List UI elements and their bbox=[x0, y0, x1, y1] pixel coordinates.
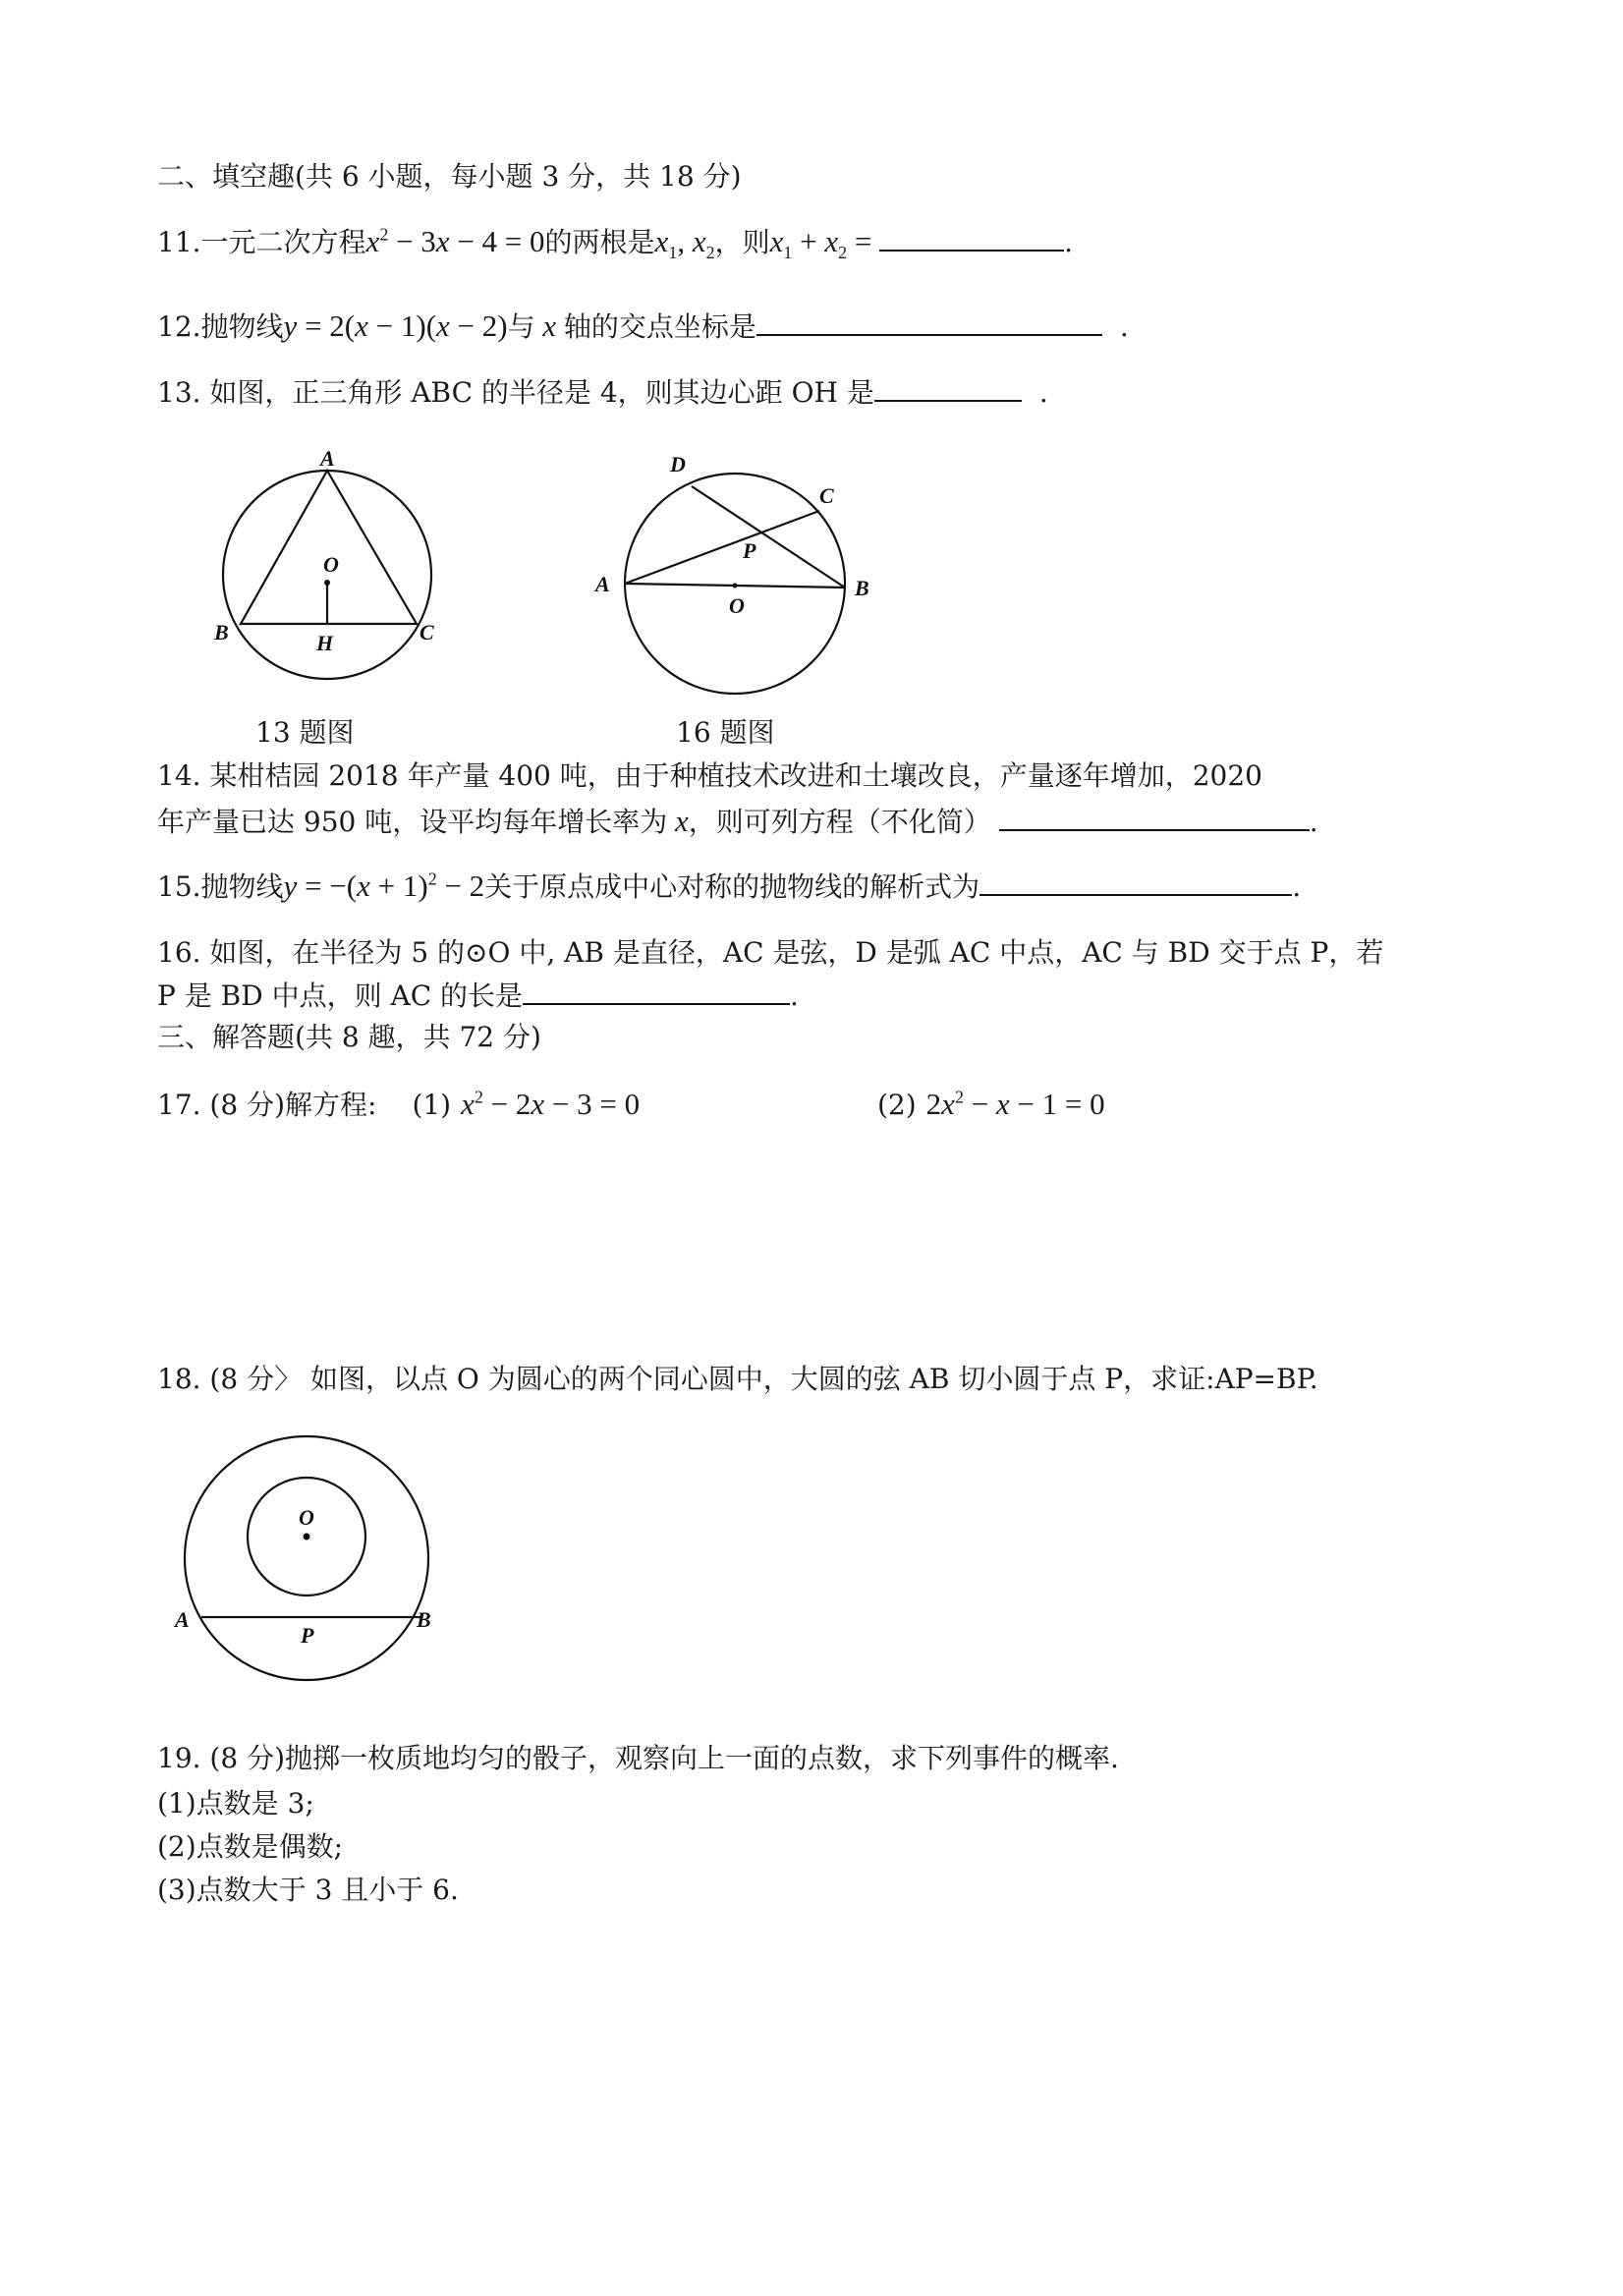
q13-answer-blank[interactable] bbox=[874, 374, 1022, 402]
q15-text-b: 关于原点成中心对称的抛物线的解析式为 bbox=[484, 870, 980, 903]
question-16-line1: 16. 如图，在半径为 5 的⊙O 中, AB 是直径，AC 是弦，D 是弧 AC 中点，AC 与 BD 交于点 P，若 bbox=[157, 936, 1384, 969]
figure-18 bbox=[167, 1434, 452, 1690]
fig13-caption: 13 题图 bbox=[255, 716, 355, 749]
q15-period: . bbox=[1292, 870, 1302, 903]
q19-item-1: (1)点数是 3; bbox=[157, 1787, 314, 1820]
q11-number: 11. bbox=[157, 226, 201, 258]
figure-13 bbox=[196, 442, 472, 668]
q14-text-b: ，则可列方程（不化简） bbox=[688, 806, 991, 838]
fig13-center-point bbox=[324, 580, 330, 586]
q15-answer-blank[interactable] bbox=[979, 868, 1292, 896]
fig16-caption: 16 题图 bbox=[676, 716, 775, 749]
q14-answer-blank[interactable] bbox=[999, 804, 1310, 831]
q12-x-variable: x bbox=[534, 308, 564, 343]
fig13-label-c: C bbox=[420, 620, 434, 644]
fig13-label-h: H bbox=[316, 631, 334, 655]
question-11 bbox=[157, 222, 1073, 262]
q12-period: . bbox=[1119, 310, 1129, 343]
q14-text-a: 年产量已达 950 吨，设平均每年增长率为 bbox=[157, 806, 668, 838]
q12-answer-blank[interactable] bbox=[756, 308, 1102, 336]
fig18-label-b: B bbox=[417, 1607, 431, 1632]
question-18: 18. (8 分〉 如图，以点 O 为圆心的两个同心圆中，大圆的弦 AB 切小圆于点 P，求证:AP=BP. bbox=[157, 1363, 1318, 1395]
fig18-label-a: A bbox=[175, 1607, 190, 1632]
figure-16 bbox=[580, 442, 894, 707]
question-16-line2 bbox=[157, 977, 799, 1016]
fig16-label-b: B bbox=[855, 576, 869, 600]
question-17-part2 bbox=[877, 1085, 1105, 1125]
fig13-triangle bbox=[241, 471, 417, 624]
q16-answer-blank[interactable] bbox=[523, 978, 790, 1005]
q12-text-b: 与 bbox=[507, 310, 535, 343]
q12-number: 12. bbox=[157, 310, 201, 343]
q17-part1-label: (1) bbox=[412, 1089, 452, 1121]
section3-header: 三、解答题(共 8 趣，共 72 分) bbox=[157, 1021, 541, 1053]
q11-text-a: 一元二次方程 bbox=[200, 226, 366, 258]
fig16-center-point bbox=[733, 584, 738, 588]
fig16-label-d: D bbox=[670, 452, 686, 476]
q11-answer-blank[interactable] bbox=[879, 224, 1064, 252]
fig16-label-c: C bbox=[819, 483, 834, 508]
question-13 bbox=[157, 373, 1048, 413]
fig16-chord-ac bbox=[625, 511, 819, 584]
q17-part2-label: (2) bbox=[877, 1089, 917, 1121]
q11-period: . bbox=[1064, 226, 1073, 258]
fig13-label-o: O bbox=[323, 552, 339, 577]
q11-roots: $x_1$, $x_2$ bbox=[654, 224, 715, 263]
q17-equation-1: $x^2 - 2x - 3 = 0$ bbox=[461, 1087, 641, 1121]
q16-text: P 是 BD 中点，则 AC 的长是 bbox=[157, 980, 524, 1012]
q15-text-a: 抛物线 bbox=[200, 870, 284, 903]
q11-equation: $x^2 - 3x - 4 = 0$ bbox=[365, 224, 545, 258]
fig16-label-o: O bbox=[729, 593, 745, 618]
question-19: 19. (8 分)抛掷一枚质地均匀的骰子，观察向上一面的点数，求下列事件的概率. bbox=[157, 1742, 1119, 1774]
q19-item-3: (3)点数大于 3 且小于 6. bbox=[157, 1874, 459, 1906]
section2-header: 二、填空趣(共 6 小题，每小题 3 分，共 18 分) bbox=[157, 160, 742, 193]
fig18-label-o: O bbox=[299, 1505, 314, 1530]
q19-item-2: (2)点数是偶数; bbox=[157, 1830, 344, 1863]
q17-equation-2: $2x^2 - x - 1 = 0$ bbox=[925, 1087, 1105, 1121]
fig16-label-p: P bbox=[743, 538, 756, 563]
fig16-label-a: A bbox=[595, 572, 610, 596]
question-14-line2 bbox=[157, 802, 1318, 842]
question-12 bbox=[157, 307, 1129, 347]
q17-label: 17. (8 分)解方程: bbox=[157, 1089, 377, 1121]
fig13-label-a: A bbox=[320, 446, 335, 471]
question-14-line1: 14. 某柑桔园 2018 年产量 400 吨，由于种植技术改进和土壤改良，产量逐年增加，2020 bbox=[157, 759, 1262, 792]
question-15 bbox=[157, 867, 1301, 907]
q16-period: . bbox=[790, 980, 799, 1012]
fig18-label-p: P bbox=[301, 1623, 314, 1648]
q15-number: 15. bbox=[157, 870, 201, 903]
q11-sum-expression: $x_1 + x_2$ = bbox=[769, 224, 880, 263]
q14-period: . bbox=[1309, 806, 1318, 838]
fig18-center-point bbox=[304, 1534, 310, 1540]
q12-equation: y = 2(x − 1)(x − 2) bbox=[283, 308, 508, 343]
q11-text-c: ，则 bbox=[714, 226, 770, 258]
fig13-label-b: B bbox=[214, 620, 229, 644]
q14-x-variable: x bbox=[667, 804, 689, 838]
q12-text-a: 抛物线 bbox=[200, 310, 284, 343]
q15-equation: $y = -(x + 1)^2 - 2$ bbox=[283, 868, 485, 903]
q11-text-b: 的两根是 bbox=[544, 226, 655, 258]
q13-period: . bbox=[1038, 376, 1048, 409]
question-17 bbox=[157, 1085, 640, 1125]
q12-text-c: 轴的交点坐标是 bbox=[563, 310, 756, 343]
q13-text: 13. 如图，正三角形 ABC 的半径是 4，则其边心距 OH 是 bbox=[157, 376, 874, 409]
